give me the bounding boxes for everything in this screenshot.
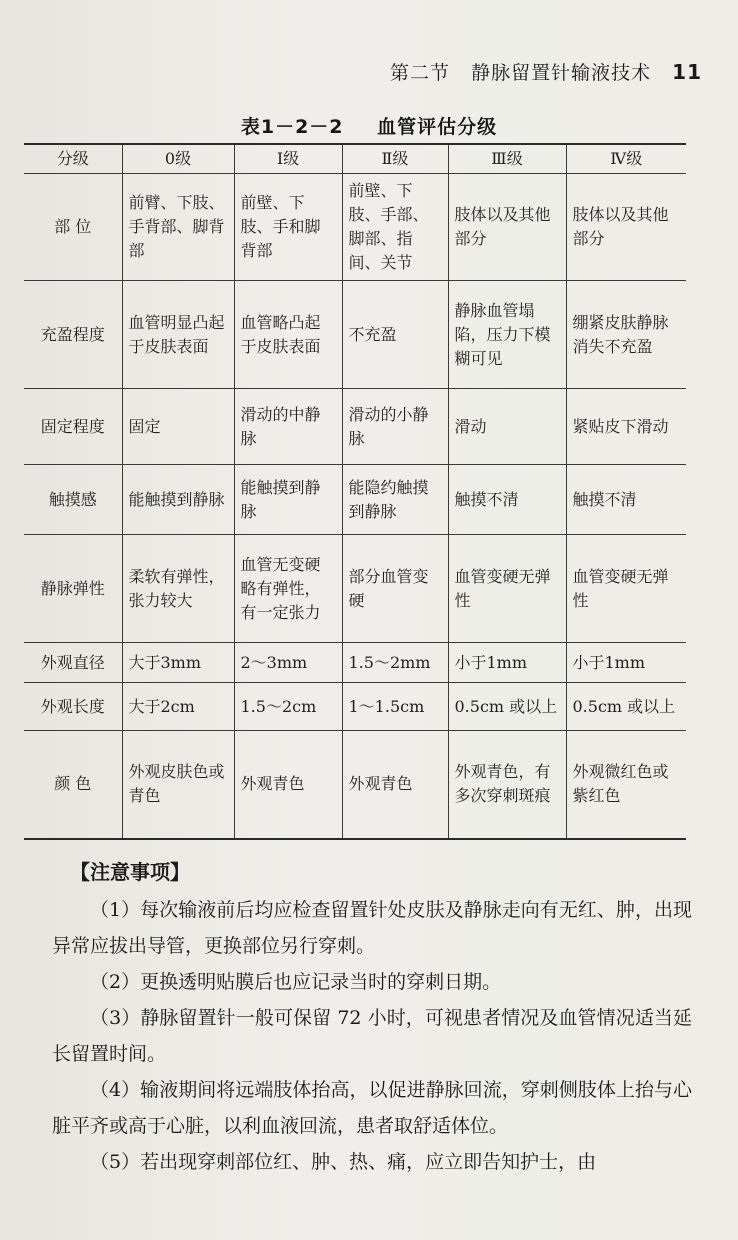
row-label: 颜 色	[24, 731, 122, 839]
page-number: 11	[672, 60, 702, 84]
table-cell: 外观青色	[234, 731, 342, 839]
table-cell: 滑动的中静脉	[234, 389, 342, 465]
table-row	[24, 174, 686, 281]
table-cell: 前壁、下肢、手部、脚部、指间、关节	[342, 174, 448, 281]
row-label: 静脉弹性	[24, 535, 122, 643]
column-header: 分级	[24, 144, 122, 174]
precaution-item: （4）输液期间将远端肢体抬高，以促进静脉回流，穿刺侧肢体上抬与心脏平齐或高于心脏，以利血液回流，患者取舒适体位。	[52, 1079, 692, 1137]
precautions-section	[52, 854, 692, 1180]
table-cell: 血管明显凸起于皮肤表面	[122, 281, 234, 389]
column-header: Ⅳ级	[566, 144, 686, 174]
table-cell: 0.5cm 或以上	[566, 683, 686, 731]
table-cell: 绷紧皮肤静脉消失不充盈	[566, 281, 686, 389]
table-row	[24, 389, 686, 465]
row-label: 外观长度	[24, 683, 122, 731]
table-cell: 外观青色，有多次穿刺斑痕	[448, 731, 566, 839]
table-cell: 前壁、下肢、手和脚背部	[234, 174, 342, 281]
table-caption	[0, 112, 738, 139]
column-header: Ⅱ级	[342, 144, 448, 174]
table-cell: 滑动的小静脉	[342, 389, 448, 465]
table-cell: 小于1mm	[448, 643, 566, 683]
table-cell: 大于3mm	[122, 643, 234, 683]
row-label: 固定程度	[24, 389, 122, 465]
table-cell: 部分血管变硬	[342, 535, 448, 643]
table-cell: 触摸不清	[448, 465, 566, 535]
table-cell: 0.5cm 或以上	[448, 683, 566, 731]
table-cell: 2～3mm	[234, 643, 342, 683]
row-label: 触摸感	[24, 465, 122, 535]
table-cell: 前臂、下肢、手背部、脚背部	[122, 174, 234, 281]
table-cell: 外观青色	[342, 731, 448, 839]
table-cell: 能隐约触摸到静脉	[342, 465, 448, 535]
table-row	[24, 683, 686, 731]
table-row	[24, 731, 686, 839]
table-cell: 固定	[122, 389, 234, 465]
table-cell: 小于1mm	[566, 643, 686, 683]
column-header: 0级	[122, 144, 234, 174]
table-cell: 紧贴皮下滑动	[566, 389, 686, 465]
table-cell: 滑动	[448, 389, 566, 465]
table-number: 表1－2－2	[240, 116, 344, 138]
table-cell: 外观微红色或紫红色	[566, 731, 686, 839]
row-label: 外观直径	[24, 643, 122, 683]
row-label: 部 位	[24, 174, 122, 281]
table-cell: 肢体以及其他部分	[566, 174, 686, 281]
table-cell: 大于2cm	[122, 683, 234, 731]
table-cell: 血管无变硬略有弹性，有一定张力	[234, 535, 342, 643]
table-cell: 不充盈	[342, 281, 448, 389]
section-number: 第二节	[390, 62, 451, 84]
precaution-item: （1）每次输液前后均应检查留置针处皮肤及静脉走向有无红、肿，出现异常应拔出导管，更换部位另行穿刺。	[52, 899, 692, 957]
column-header: Ⅲ级	[448, 144, 566, 174]
table-cell: 能触摸到静脉	[122, 465, 234, 535]
precaution-item: （3）静脉留置针一般可保留 72 小时，可视患者情况及血管情况适当延长留置时间。	[52, 1007, 692, 1065]
table-cell: 1～1.5cm	[342, 683, 448, 731]
vessel-assessment-table	[24, 143, 686, 840]
table-cell: 能触摸到静脉	[234, 465, 342, 535]
precautions-title: 【注意事项】	[70, 860, 190, 884]
column-header: Ⅰ级	[234, 144, 342, 174]
table-cell: 血管略凸起于皮肤表面	[234, 281, 342, 389]
table-cell: 血管变硬无弹性	[566, 535, 686, 643]
table-cell: 血管变硬无弹性	[448, 535, 566, 643]
table-row	[24, 643, 686, 683]
section-title: 静脉留置针输液技术	[471, 62, 652, 84]
table-cell: 柔软有弹性，张力较大	[122, 535, 234, 643]
running-head	[390, 58, 702, 85]
table-cell: 1.5～2cm	[234, 683, 342, 731]
row-label: 充盈程度	[24, 281, 122, 389]
table-title: 血管评估分级	[377, 116, 498, 138]
table-row	[24, 465, 686, 535]
precaution-item: （2）更换透明贴膜后也应记录当时的穿刺日期。	[90, 971, 502, 993]
table-header-row	[24, 144, 686, 174]
table-cell: 肢体以及其他部分	[448, 174, 566, 281]
table-cell: 触摸不清	[566, 465, 686, 535]
table-cell: 1.5～2mm	[342, 643, 448, 683]
table-cell: 外观皮肤色或青色	[122, 731, 234, 839]
precaution-item: （5）若出现穿刺部位红、肿、热、痛，应立即告知护士，由	[90, 1151, 597, 1173]
table-row	[24, 535, 686, 643]
table-cell: 静脉血管塌陷，压力下模糊可见	[448, 281, 566, 389]
table-row	[24, 281, 686, 389]
